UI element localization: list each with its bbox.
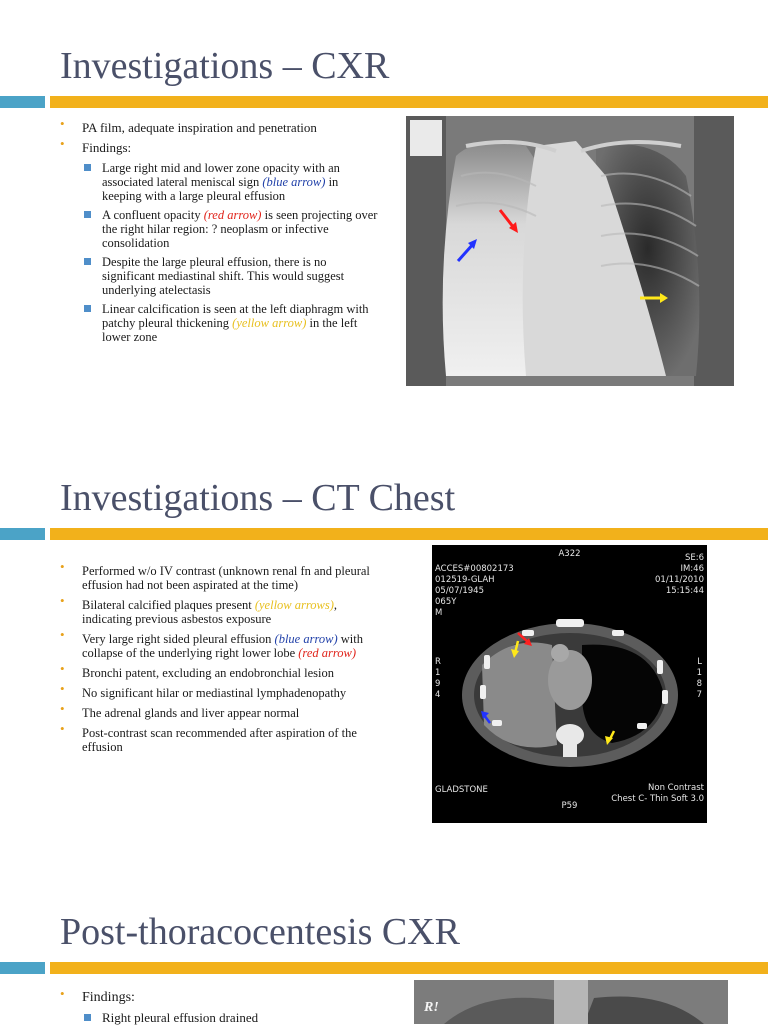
sub-list-item: Large right mid and lower zone opacity with an associated lateral meniscal sign (blue arrow) in keeping with a large pleural effusion (82, 161, 380, 203)
ct-header-center: A322 (558, 549, 581, 559)
accent-bar-blue (0, 96, 45, 108)
accent-bar-blue (0, 528, 45, 540)
list-item: • Findings: Right pleural effusion drained (60, 991, 360, 1025)
list-item: • No significant hilar or mediastinal lymphadenopathy (60, 686, 370, 700)
ct-side-right: L 1 8 7 (696, 657, 702, 700)
list-item: • PA film, adequate inspiration and penetration (60, 121, 380, 135)
slide-cxr (0, 0, 768, 420)
findings-list (60, 121, 380, 350)
chest-xray-graphic (406, 116, 734, 386)
sub-list-item: Right pleural effusion drained (82, 1011, 360, 1025)
list-item: • Findings: Large right mid and lower zone opacity with an associated lateral meniscal sign (blue arrow) in keeping with a large pleural effusion A confluent opacity (red arrow) is seen projecting over the right hilar region: ? neoplasm or infective consolidation Despite the large pleural effusion, there is no significant mediastinal shift. This would suggest underlying atelectasis Linear calcification is seen at the left diaphragm with patchy pleural thickening (yellow arrow) in the left lower zone (60, 141, 380, 344)
sub-list (82, 1011, 360, 1025)
slide-post-thoracocentesis (0, 880, 768, 1024)
sub-list (82, 161, 380, 344)
list-item: • Very large right sided pleural effusion (blue arrow) with collapse of the underlying right lower lobe (red arrow) (60, 632, 370, 660)
accent-bar-gold (50, 96, 768, 108)
chest-xray-image (406, 116, 734, 386)
findings-list (60, 991, 360, 1031)
slide-title: Investigations – CT Chest (60, 477, 456, 519)
list-item: • Performed w/o IV contrast (unknown renal fn and pleural effusion had not been aspirated at the time) (60, 564, 370, 592)
slide-title: Post-thoracocentesis CXR (60, 911, 461, 953)
list-item: • Bronchi patent, excluding an endobronchial lesion (60, 666, 370, 680)
post-thoracocentesis-xray-image (414, 980, 728, 1024)
sub-list-item: Linear calcification is seen at the left diaphragm with patchy pleural thickening (yellow arrow) in the left lower zone (82, 302, 380, 344)
ct-header-right: SE:6 IM:46 01/11/2010 15:15:44 (655, 553, 704, 596)
findings-list (60, 564, 370, 760)
list-item: • Post-contrast scan recommended after aspiration of the effusion (60, 726, 370, 754)
accent-bar-gold (50, 962, 768, 974)
list-item: • Bilateral calcified plaques present (yellow arrows), indicating previous asbestos exposure (60, 598, 370, 626)
accent-bar-gold (50, 528, 768, 540)
ct-header-left: ACCES#00802173 012519-GLAH 05/07/1945 065Y M (435, 564, 514, 618)
ct-footer-right: Non Contrast Chest C- Thin Soft 3.0 (611, 783, 704, 804)
ct-footer-center: P59 (561, 801, 578, 811)
slide-title: Investigations – CXR (60, 45, 390, 87)
list-item: • The adrenal glands and liver appear normal (60, 706, 370, 720)
sub-list-item: Despite the large pleural effusion, there is no significant mediastinal shift. This would suggest underlying atelectasis (82, 255, 380, 297)
ct-footer-left: GLADSTONE (435, 785, 488, 795)
sub-list-item: A confluent opacity (red arrow) is seen projecting over the right hilar region: ? neoplasm or infective consolidation (82, 208, 380, 250)
ct-side-left: R 1 9 4 (435, 657, 441, 700)
xray-marker-label: R! (424, 1000, 439, 1015)
slide-ct-chest (0, 430, 768, 870)
accent-bar-blue (0, 962, 45, 974)
post-xray-graphic (414, 980, 728, 1024)
ct-chest-image (432, 545, 707, 823)
